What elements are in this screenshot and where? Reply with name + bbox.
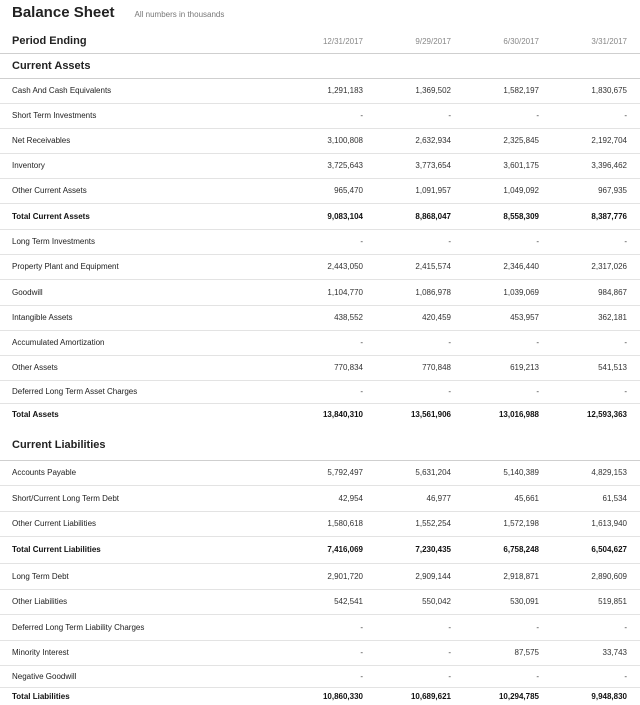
row-label: Accumulated Amortization xyxy=(12,338,105,347)
period-header: 6/30/2017 xyxy=(503,36,539,46)
cell-value: 3,601,175 xyxy=(503,161,539,170)
cell-value: 7,416,069 xyxy=(327,545,363,554)
cell-value: 5,631,204 xyxy=(415,468,451,477)
cell-value: 46,977 xyxy=(426,493,451,503)
cell-value: 2,317,026 xyxy=(591,262,627,271)
cell-value: 2,346,440 xyxy=(503,262,539,271)
table-row xyxy=(0,563,640,590)
cell-value: 1,086,978 xyxy=(415,287,451,297)
cell-value: 770,834 xyxy=(334,363,363,372)
cell-value: - xyxy=(360,338,363,347)
cell-value: - xyxy=(360,648,363,657)
table-row xyxy=(0,380,640,404)
period-header-row xyxy=(0,29,640,54)
cell-value: 2,632,934 xyxy=(415,136,451,145)
row-label: Cash And Cash Equivalents xyxy=(12,86,112,95)
cell-value: 13,561,906 xyxy=(410,409,451,419)
row-label: Long Term Investments xyxy=(12,237,96,246)
cell-value: - xyxy=(360,622,363,632)
cell-value: - xyxy=(536,237,539,246)
period-header: 12/31/2017 xyxy=(322,36,363,46)
cell-value: 438,552 xyxy=(334,313,363,322)
table-row xyxy=(0,178,640,204)
cell-value: - xyxy=(360,387,363,396)
cell-value: 1,582,197 xyxy=(503,86,539,95)
section-title: Current Assets xyxy=(12,59,91,72)
cell-value: - xyxy=(448,671,451,681)
cell-value: 770,848 xyxy=(422,363,451,372)
table-row xyxy=(0,355,640,381)
cell-value: 7,230,435 xyxy=(415,545,451,554)
cell-value: - xyxy=(360,111,363,120)
cell-value: - xyxy=(448,648,451,657)
cell-value: - xyxy=(624,387,627,396)
table-row xyxy=(0,103,640,129)
cell-value: 8,868,047 xyxy=(415,211,451,221)
cell-value: 1,291,183 xyxy=(327,86,363,95)
cell-value: 1,369,502 xyxy=(415,86,451,95)
cell-value: 619,213 xyxy=(510,363,539,372)
cell-value: - xyxy=(536,338,539,347)
cell-value: - xyxy=(624,111,627,120)
cell-value: 61,534 xyxy=(602,493,627,503)
cell-value: 2,443,050 xyxy=(327,262,363,271)
cell-value: 530,091 xyxy=(510,597,539,606)
table-row xyxy=(0,330,640,356)
cell-value: - xyxy=(448,387,451,396)
row-label: Goodwill xyxy=(12,287,43,297)
total-row xyxy=(0,536,640,564)
table-row xyxy=(0,511,640,537)
units-note: All numbers in thousands xyxy=(134,10,225,19)
cell-value: 10,689,621 xyxy=(410,691,451,701)
cell-value: 965,470 xyxy=(334,186,363,195)
cell-value: 13,016,988 xyxy=(498,409,539,419)
table-row xyxy=(0,589,640,615)
table-row xyxy=(0,665,640,688)
cell-value: 8,387,776 xyxy=(591,211,627,221)
row-label: Property Plant and Equipment xyxy=(12,262,119,271)
cell-value: 42,954 xyxy=(338,493,363,503)
cell-value: 453,957 xyxy=(510,313,539,322)
cell-value: - xyxy=(536,671,539,681)
cell-value: 550,042 xyxy=(422,597,451,606)
table-row xyxy=(0,485,640,512)
cell-value: 1,572,198 xyxy=(503,519,539,528)
cell-value: - xyxy=(448,622,451,632)
cell-value: 5,792,497 xyxy=(327,468,363,477)
cell-value: 9,948,830 xyxy=(591,691,627,701)
cell-value: - xyxy=(624,622,627,632)
cell-value: - xyxy=(536,622,539,632)
table-row xyxy=(0,153,640,179)
cell-value: 3,773,654 xyxy=(415,161,451,170)
total-row xyxy=(0,687,640,705)
cell-value: 3,100,808 xyxy=(327,136,363,145)
row-label: Other Liabilities xyxy=(12,597,68,606)
cell-value: 542,541 xyxy=(334,597,363,606)
cell-value: 1,613,940 xyxy=(591,519,627,528)
cell-value: - xyxy=(448,111,451,120)
table-row xyxy=(0,128,640,154)
cell-value: 1,580,618 xyxy=(327,519,363,528)
row-label: Total Liabilities xyxy=(12,691,70,701)
total-row xyxy=(0,403,640,425)
table-row xyxy=(0,614,640,641)
cell-value: 87,575 xyxy=(514,648,539,657)
cell-value: 2,415,574 xyxy=(415,262,451,271)
cell-value: 33,743 xyxy=(602,648,627,657)
cell-value: 1,091,957 xyxy=(415,186,451,195)
row-label: Accounts Payable xyxy=(12,468,77,477)
table-row xyxy=(0,460,640,486)
cell-value: 6,758,248 xyxy=(503,545,539,554)
cell-value: 9,083,104 xyxy=(327,211,363,221)
cell-value: - xyxy=(448,237,451,246)
table-row xyxy=(0,78,640,104)
cell-value: - xyxy=(624,671,627,681)
cell-value: 5,140,389 xyxy=(503,468,539,477)
row-label: Other Current Assets xyxy=(12,186,87,195)
cell-value: 2,918,871 xyxy=(503,571,539,581)
cell-value: 4,829,153 xyxy=(591,468,627,477)
cell-value: 420,459 xyxy=(422,313,451,322)
cell-value: 45,661 xyxy=(514,493,539,503)
table-row xyxy=(0,305,640,331)
table-row xyxy=(0,279,640,306)
cell-value: 8,558,309 xyxy=(503,211,539,221)
section-title: Current Liabilities xyxy=(12,439,106,451)
cell-value: 3,396,462 xyxy=(591,161,627,170)
row-label: Inventory xyxy=(12,161,45,170)
table-row xyxy=(0,254,640,280)
row-label: Deferred Long Term Liability Charges xyxy=(12,622,145,632)
row-label: Minority Interest xyxy=(12,648,69,657)
total-row xyxy=(0,203,640,230)
cell-value: 1,049,092 xyxy=(503,186,539,195)
row-label: Other Current Liabilities xyxy=(12,519,97,528)
period-header: 9/29/2017 xyxy=(415,36,451,46)
cell-value: 1,830,675 xyxy=(591,86,627,95)
row-label: Negative Goodwill xyxy=(12,671,77,681)
page-title: Balance Sheet xyxy=(12,4,115,21)
cell-value: 2,901,720 xyxy=(327,571,363,581)
cell-value: 13,840,310 xyxy=(322,409,363,419)
row-label: Short Term Investments xyxy=(12,111,97,120)
cell-value: 10,860,330 xyxy=(322,691,363,701)
cell-value: - xyxy=(360,671,363,681)
cell-value: 2,890,609 xyxy=(591,571,627,581)
row-label: Total Current Liabilities xyxy=(12,545,101,554)
row-label: Short/Current Long Term Debt xyxy=(12,493,120,503)
cell-value: 2,909,144 xyxy=(415,571,451,581)
cell-value: - xyxy=(360,237,363,246)
cell-value: 362,181 xyxy=(598,313,627,322)
cell-value: - xyxy=(624,237,627,246)
cell-value: 3,725,643 xyxy=(327,161,363,170)
cell-value: 2,192,704 xyxy=(591,136,627,145)
cell-value: 984,867 xyxy=(598,287,627,297)
cell-value: 12,593,363 xyxy=(586,409,627,419)
row-label: Total Assets xyxy=(12,409,59,419)
cell-value: 6,504,627 xyxy=(591,545,627,554)
cell-value: - xyxy=(536,387,539,396)
table-row xyxy=(0,229,640,255)
row-label: Other Assets xyxy=(12,363,58,372)
row-label: Deferred Long Term Asset Charges xyxy=(12,387,138,396)
table-row xyxy=(0,640,640,666)
row-label: Total Current Assets xyxy=(12,211,90,221)
cell-value: - xyxy=(448,338,451,347)
cell-value: 967,935 xyxy=(598,186,627,195)
title-bar xyxy=(12,4,224,24)
section-current-assets xyxy=(0,53,640,79)
cell-value: 1,552,254 xyxy=(415,519,451,528)
cell-value: 10,294,785 xyxy=(498,691,539,701)
cell-value: 2,325,845 xyxy=(503,136,539,145)
row-label: Net Receivables xyxy=(12,136,71,145)
cell-value: 541,513 xyxy=(598,363,627,372)
row-label: Long Term Debt xyxy=(12,571,69,581)
cell-value: 519,851 xyxy=(598,597,627,606)
row-label: Intangible Assets xyxy=(12,313,73,322)
period-ending-label: Period Ending xyxy=(12,35,87,47)
period-header: 3/31/2017 xyxy=(591,36,627,46)
cell-value: 1,104,770 xyxy=(327,287,363,297)
cell-value: 1,039,069 xyxy=(503,287,539,297)
cell-value: - xyxy=(624,338,627,347)
section-current-liabilities xyxy=(0,430,640,461)
cell-value: - xyxy=(536,111,539,120)
